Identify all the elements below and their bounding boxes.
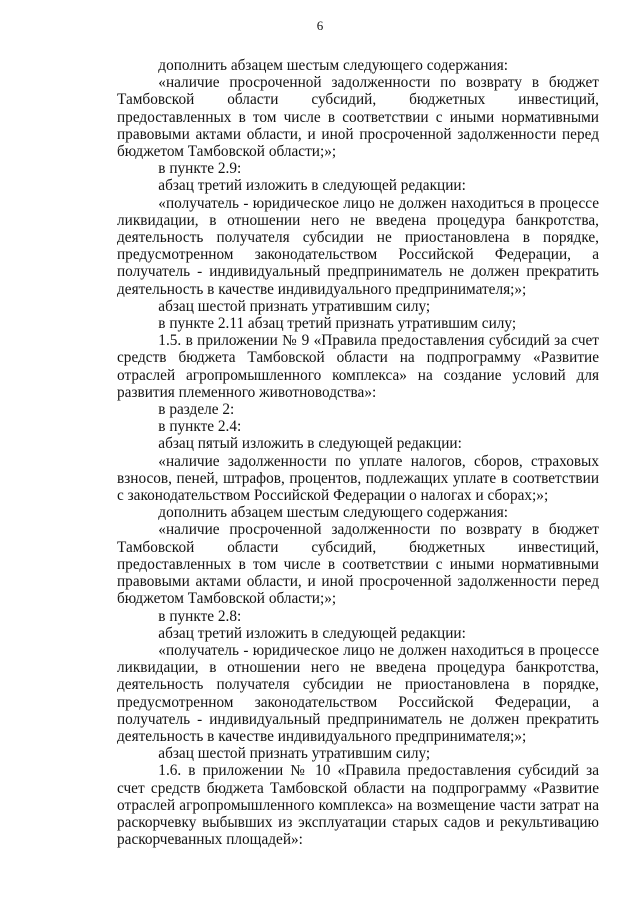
paragraph: абзац шестой признать утратившим силу; [158, 745, 431, 763]
paragraph: в пункте 2.9: [158, 160, 242, 178]
paragraph: абзац третий изложить в следующей редакции: [158, 177, 466, 195]
paragraph: «получатель - юридическое лицо не должен находиться в процессе ликвидации, в отношении него не введена процедура банкротства, деятельность получателя субсидии не приостановлена в порядке, предусмотренном законодательством Российской Федерации, а получатель - индивидуальный предприниматель не должен прекратить деятельность в качестве индивидуального предпринимателя;»; [117, 194, 599, 298]
paragraph: «наличие задолженности по уплате налогов, сборов, страховых взносов, пеней, штрафов, процентов, подлежащих уплате в соответствии с законодательством Российской Федерации о налогах и сборах;»; [117, 452, 599, 505]
paragraph: «получатель - юридическое лицо не должен находиться в процессе ликвидации, в отношении него не введена процедура банкротства, деятельность получателя субсидии не приостановлена в порядке, предусмотренном законодательством Российской Федерации, а получатель - индивидуальный предприниматель не должен прекратить деятельность в качестве индивидуального предпринимателя;»; [117, 641, 599, 745]
paragraph: дополнить абзацем шестым следующего содержания: [158, 57, 508, 74]
page-number: 6 [316, 18, 324, 33]
paragraph: абзац пятый изложить в следующей редакции: [158, 435, 462, 453]
paragraph: в пункте 2.11 абзац третий признать утратившим силу; [158, 315, 517, 333]
paragraph: абзац третий изложить в следующей редакции: [158, 624, 466, 642]
paragraph: «наличие просроченной задолженности по возврату в бюджет Тамбовской области субсидий, бюджетных инвестиций, предоставленных в том числе в соответствии с иными нормативными правовыми актами области, и иной просроченной задолженности перед бюджетом Тамбовской области;»; [117, 521, 599, 608]
paragraph: «наличие просроченной задолженности по возврату в бюджет Тамбовской области субсидий, бюджетных инвестиций, предоставленных в том числе в соответствии с иными нормативными правовыми актами области, и иной просроченной задолженности перед бюджетом Тамбовской области;»; [117, 74, 599, 161]
paragraph: в разделе 2: [158, 401, 235, 419]
paragraph: 1.6. в приложении № 10 «Правила предоставления субсидий за счет средств бюджета Тамбовской области на подпрограмму «Развитие отраслей агропромышленного комплекса» на возмещение части затрат на раскорчевку выбывших из эксплуатации старых садов и рекультивацию раскорчеванных площадей»: [117, 762, 599, 849]
paragraph: 1.5. в приложении № 9 «Правила предоставления субсидий за счет средств бюджета Тамбовской области на подпрограмму «Развитие отраслей агропромышленного комплекса» на создание условий для развития племенного животноводства»: [117, 332, 599, 401]
paragraph: в пункте 2.8: [158, 607, 242, 625]
paragraph: в пункте 2.4: [158, 418, 242, 436]
paragraph: дополнить абзацем шестым следующего содержания: [158, 504, 508, 522]
paragraph: абзац шестой признать утратившим силу; [158, 297, 431, 315]
document-body [117, 57, 599, 848]
